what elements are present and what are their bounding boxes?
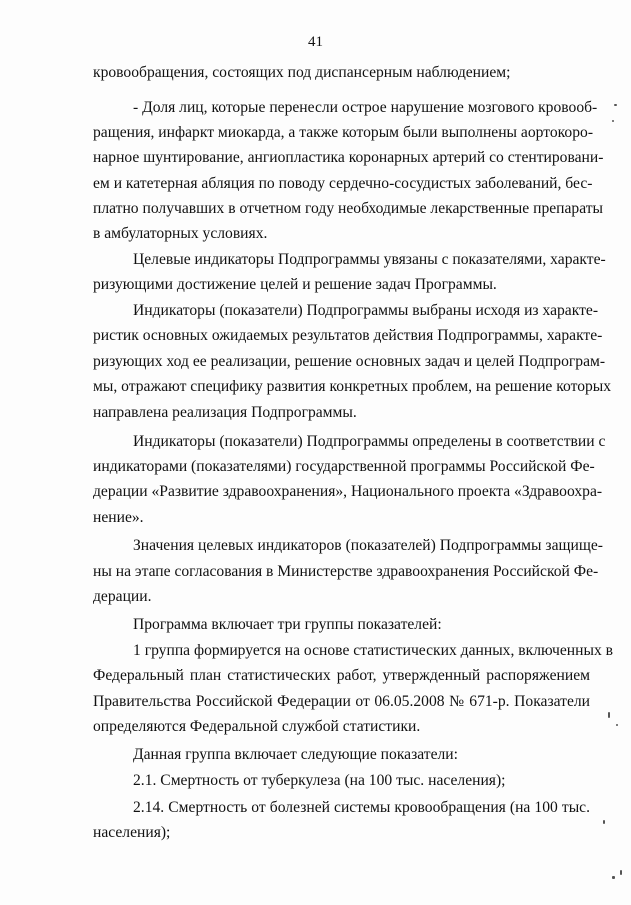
text-line: Правительства Российской Федерации от 06.05.2008 № 671-р. Показатели xyxy=(93,693,590,710)
text-line: в амбулаторных условиях. xyxy=(93,225,268,242)
scan-speck xyxy=(614,104,617,106)
text-line: Индикаторы (показатели) Подпрограммы выбраны исходя из характе- xyxy=(133,302,599,319)
text-line: мы, отражают специфику развития конкретных проблем, на решение которых xyxy=(93,378,612,395)
text-line: дерации. xyxy=(93,588,152,605)
scan-speck xyxy=(616,724,618,726)
text-line: 1 группа формируется на основе статистических данных, включенных в xyxy=(133,642,614,659)
scan-speck xyxy=(612,876,615,879)
scan-speck xyxy=(608,712,610,718)
text-line: Значения целевых индикаторов (показателей) Подпрограммы защище- xyxy=(133,537,603,554)
text-line: индикаторами (показателями) государственной программы Российской Фе- xyxy=(93,458,595,475)
scan-speck xyxy=(603,820,605,824)
text-line: Целевые индикаторы Подпрограммы увязаны с показателями, характе- xyxy=(133,251,606,268)
text-line: - Доля лиц, которые перенесли острое нарушение мозгового кровооб- xyxy=(133,99,598,116)
text-line: направлена реализация Подпрограммы. xyxy=(93,404,357,421)
text-line: ризующими достижение целей и решение задач Программы. xyxy=(93,276,497,293)
text-line: кровообращения, состоящих под диспансерным наблюдением; xyxy=(93,64,511,81)
text-line: ращения, инфаркт миокарда, а также которым были выполнены аортокоро- xyxy=(93,124,594,141)
text-line: Индикаторы (показатели) Подпрограммы определены в соответствии с xyxy=(133,433,606,450)
text-line: нение». xyxy=(93,509,144,526)
text-line: Программа включает три группы показателей: xyxy=(133,616,442,633)
text-line: платно получавших в отчетном году необходимые лекарственные препараты xyxy=(93,200,604,217)
scan-speck xyxy=(620,870,622,875)
text-line: 2.14. Смертность от болезней системы кровообращения (на 100 тыс. xyxy=(133,799,590,816)
text-line: дерации «Развитие здравоохранения», Национального проекта «Здравоохра- xyxy=(93,483,603,500)
text-line: ны на этапе согласования в Министерстве здравоохранения Российской Фе- xyxy=(93,563,599,580)
text-line: ристик основных ожидаемых результатов действия Подпрограммы, характе- xyxy=(93,327,603,344)
text-line: населения); xyxy=(93,824,171,841)
text-line: ем и катетерная абляция по поводу сердечно-сосудистых заболеваний, бес- xyxy=(93,175,593,192)
page-number: 41 xyxy=(308,34,323,50)
text-line: ризующих ход ее реализации, решение основных задач и целей Подпрограм- xyxy=(93,353,606,370)
text-line: 2.1. Смертность от туберкулеза (на 100 тыс. населения); xyxy=(133,772,506,789)
scan-speck xyxy=(612,120,614,122)
text-line: Данная группа включает следующие показатели: xyxy=(133,746,458,763)
text-line: определяются Федеральной службой статистики. xyxy=(93,718,421,735)
text-line: Федеральный план статистических работ, утвержденный распоряжением xyxy=(93,667,590,684)
text-line: нарное шунтирование, ангиопластика коронарных артерий со стентировани- xyxy=(93,149,604,166)
